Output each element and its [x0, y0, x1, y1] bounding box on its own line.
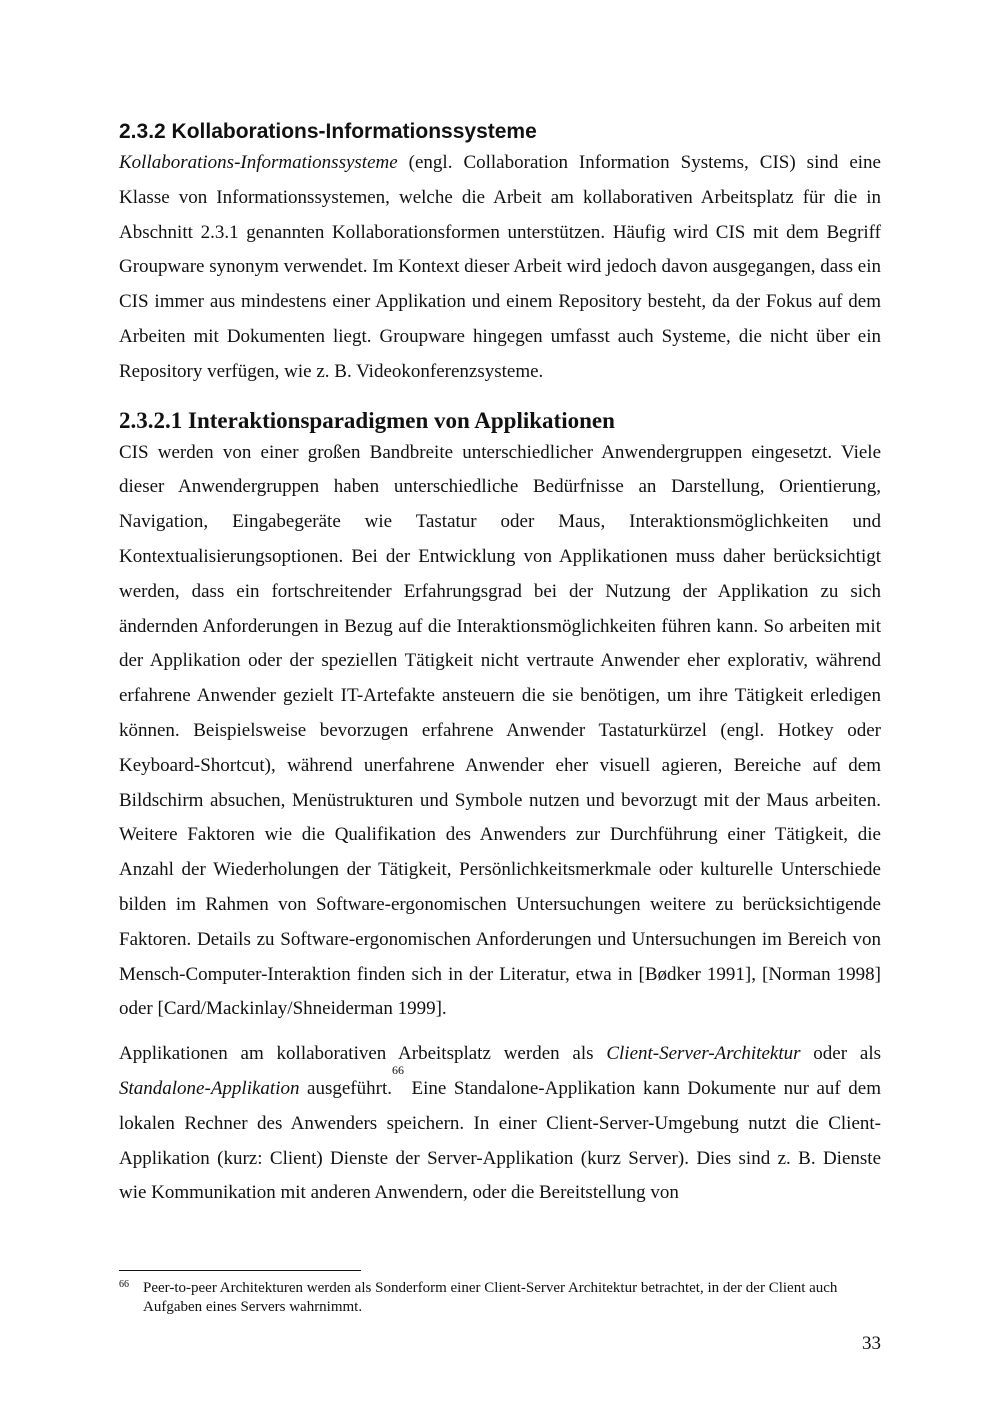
term-client-server: Client-Server-Architektur	[606, 1043, 801, 1065]
subsection-heading: 2.3.2.1 Interaktionsparadigmen von Applikationen	[119, 407, 615, 433]
term-cis: Kollaborations-Informationssysteme	[119, 152, 398, 173]
footnote-divider	[119, 1270, 361, 1271]
page-body	[119, 118, 881, 1211]
section-heading: 2.3.2 Kollaborations-Informationssysteme	[119, 120, 537, 143]
term-standalone: Standalone-Applikation	[119, 1077, 300, 1099]
p2-text-c: ausgeführt.	[299, 1077, 392, 1099]
footnote-mark: 66	[119, 1279, 129, 1290]
p2-text-d: Eine Standalone-Applikation kann Dokumente nur auf dem lokalen Rechner des Anwenders speichern. In einer Client-Server-Umgebung nutzt die Client-Applikation (kurz: Client) Dienste der Server-Applikation (kurz Server). Dies sind z. B. Dienste wie Kommunikation mit anderen Anwendern, oder die Bereitstellung von	[119, 1077, 882, 1204]
p2-text-a: Applikationen am kollaborativen Arbeitsplatz werden als	[119, 1043, 607, 1065]
subsection-paragraph-2	[119, 1037, 881, 1211]
footnote-reference[interactable]: 66	[391, 1062, 404, 1077]
section-paragraph-text: (engl. Collaboration Information Systems, CIS) sind eine Klasse von Informationssystemen, welche die Arbeit am kollaborativen Arbeitsplatz für die in Abschnitt 2.3.1 genannten Kollaborationsformen unterstützen. Häufig wird CIS mit dem Begriff Groupware synonym verwendet. Im Kontext dieser Arbeit wird jedoch davon ausgegangen, dass ein CIS immer aus mindestens einer Applikation und einem Repository besteht, da der Fokus auf dem Arbeiten mit Dokumenten liegt. Groupware hingegen umfasst auch Systeme, die nicht über ein Repository verfügen, wie z. B. Videokonferenzsysteme.	[119, 152, 881, 382]
p2-text-b: oder als	[800, 1043, 881, 1065]
footnote-text: Peer-to-peer Architekturen werden als Sonderform einer Client-Server Architektur betrachtet, in der der Client auch Aufgaben eines Servers wahrnimmt.	[143, 1280, 838, 1315]
subsection-paragraph-1: CIS werden von einer großen Bandbreite unterschiedlicher Anwendergruppen eingesetzt. Viele dieser Anwendergruppen haben unterschiedliche Bedürfnisse an Darstellung, Orientierung, Navigation, Eingabegeräte wie Tastatur oder Maus, Interaktionsmöglichkeiten und Kontextualisierungsoptionen. Bei der Entwicklung von Applikationen muss daher berücksichtigt werden, dass ein fortschreitender Erfahrungsgrad bei der Nutzung der Applikation zu sich ändernden Anforderungen in Bezug auf die Interaktionsmöglichkeiten führen kann. So arbeiten mit der Applikation oder der speziellen Tätigkeit nicht vertraute Anwender eher explorativ, während erfahrene Anwender gezielt IT-Artefakte ansteuern die sie benötigen, um ihre Tätigkeit erledigen können. Beispielsweise bevorzugen erfahrene Anwender Tastaturkürzel (engl. Hotkey oder Keyboard-Shortcut), während unerfahrene Anwender eher visuell agieren, Bereiche auf dem Bildschirm absuchen, Menüstrukturen und Symbole nutzen und bevorzugt mit der Maus arbeiten. Weitere Faktoren wie die Qualifikation des Anwenders zur Durchführung einer Tätigkeit, die Anzahl der Wiederholungen der Tätigkeit, Persönlichkeitsmerkmale oder kulturelle Unterschiede bilden im Rahmen von Software-ergonomischen Untersuchungen weitere zu berücksichtigende Faktoren. Details zu Software-ergonomischen Anforderungen und Untersuchungen im Bereich von Mensch-Computer-Interaktion finden sich in der Literatur, etwa in [Bødker 1991], [Norman 1998] oder [Card/Mackinlay/Shneiderman 1999].	[119, 441, 881, 1020]
footnote	[119, 1279, 859, 1317]
section-paragraph	[119, 146, 881, 390]
page-number: 33	[862, 1333, 881, 1354]
